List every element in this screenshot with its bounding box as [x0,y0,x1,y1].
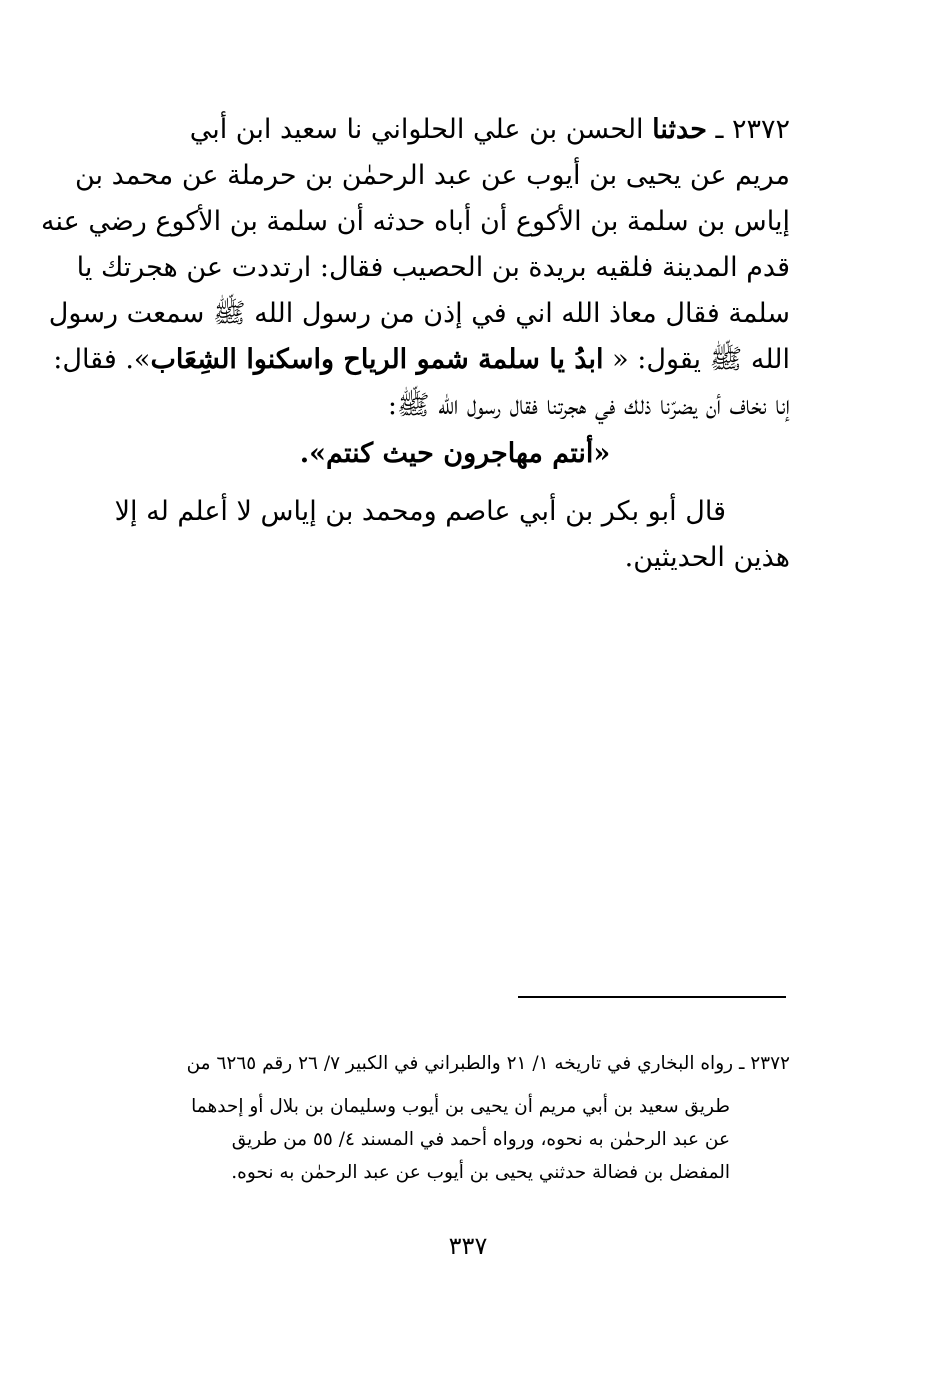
comment-line-2: هذين الحديثين. [624,542,790,573]
hadith-line-6-start: الله ﷺ يقول: « [603,344,790,375]
hadith-line-2: مريم عن يحيى بن أيوب عن عبد الرحمٰن بن حرملة عن محمد بن [74,160,790,191]
hadith-line-5: سلمة فقال معاذ الله اني في إذن من رسول الله ﷺ سمعت رسول [48,298,790,329]
hadith-line-1-text: الحسن بن علي الحلواني نا سعيد ابن أبي [189,114,653,145]
footnote-line-4: المفضل بن فضالة حدثني يحيى بن أيوب عن عبد الرحمٰن به نحوه. [231,1162,730,1183]
hadith-line-6 [53,338,790,382]
page-number: ٣٣٧ [448,1232,488,1260]
hadith-line-6-end: ». فقال: [53,344,151,375]
hadith-closing-quote: «أنتم مهاجرون حيث كنتم». [299,438,611,469]
footnote-line-2: طريق سعيد بن أبي مريم أن يحيى بن أيوب وسليمان بن بلال أو إحدهما [191,1096,730,1117]
hadith-line-1 [190,108,790,152]
footnote-line-3: عن عبد الرحمٰن به نحوه، ورواه أحمد في المسند ٤/ ٥٥ من طريق [231,1129,730,1150]
hadith-opening-word: حدثنا [652,114,707,145]
hadith-number: ٢٣٧٢ ـ [706,114,790,145]
prophet-quote: ابدُ يا سلمة شمو الرياح واسكنوا الشِعَاب [150,344,604,375]
footnote-divider [518,996,786,998]
hadith-line-7: إنا نخاف أن يضرّنا ذلك في هجرتنا فقال رسول الله ﷺ: [387,390,790,421]
hadith-line-3: إياس بن سلمة بن الأكوع أن أباه حدثه أن سلمة بن الأكوع رضي عنه [41,206,790,237]
comment-line-1: قال أبو بكر بن أبي عاصم ومحمد بن إياس لا أعلم له إلا [114,496,726,527]
footnote-line-1: ٢٣٧٢ ـ رواه البخاري في تاريخه ١/ ٢١ والطبراني في الكبير ٧/ ٢٦ رقم ٦٢٦٥ من [186,1053,790,1074]
hadith-line-4: قدم المدينة فلقيه بريدة بن الحصيب فقال: ارتددت عن هجرتك يا [76,252,790,283]
